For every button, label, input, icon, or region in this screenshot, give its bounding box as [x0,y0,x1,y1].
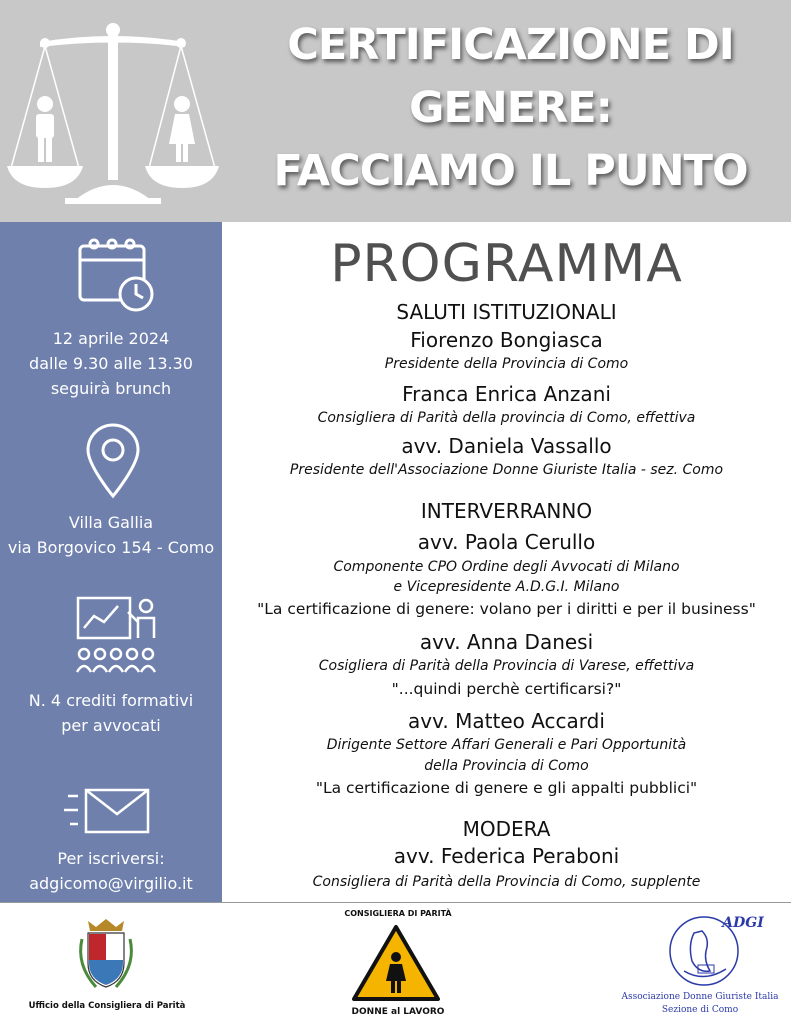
right-caption-line: Associazione Donne Giuriste Italia [621,992,779,1002]
right-caption [610,991,790,1017]
header-banner [0,0,791,222]
scale-of-justice-icon [5,20,225,210]
program-title: PROGRAMMA [330,234,683,294]
signup-email[interactable]: adgicomo@virgilio.it [29,874,193,893]
title-line: CERTIFICAZIONE DI [287,20,734,70]
center-top-caption: CONSIGLIERA DI PARITÀ [344,909,452,918]
footer-logos [0,902,791,1025]
training-credits [0,688,222,738]
talk-title: "La certificazione di genere: volano per i diritti e per il business" [257,600,756,618]
address-line: via Borgovico 154 - Como [7,538,215,557]
section-heading-saluti: SALUTI ISTITUZIONALI [396,300,617,324]
section-heading-interventi: INTERVERRANNO [420,499,593,523]
envelope-icon [62,788,154,836]
event-title [230,14,791,203]
talk-title: "...quindi perchè certificarsi?" [391,680,622,698]
speaker-role: Cosigliera di Parità della Provincia di Varese, effettiva [318,658,695,674]
speaker-name: avv. Anna Danesi [419,630,594,654]
venue-line: Villa Gallia [68,513,154,532]
center-bottom-caption: DONNE al LAVORO [351,1007,445,1017]
brunch-line: seguirà brunch [50,379,172,398]
warning-woman-sign-icon [350,923,442,1003]
event-location [0,510,222,560]
speaker-role: della Provincia di Como [424,758,589,774]
speaker-name: avv. Paola Cerullo [417,530,596,554]
speaker-name: avv. Daniela Vassallo [401,434,612,458]
credits-line: N. 4 crediti formativi [28,691,194,710]
time-line: dalle 9.30 alle 13.30 [29,354,193,373]
speaker-name: Fiorenzo Bongiasca [410,328,603,352]
right-caption-line: Sezione di Como [661,1005,739,1015]
program-panel [222,222,791,902]
date-line: 12 aprile 2024 [52,329,170,348]
talk-title: "La certificazione di genere e gli appalti pubblici" [315,779,698,797]
coat-of-arms-icon [74,915,138,993]
title-line: GENERE: [409,83,612,133]
speaker-role: Consigliera di Parità della provincia di Como, effettiva [317,410,696,426]
speaker-name: Franca Enrica Anzani [402,382,611,406]
event-datetime [0,326,222,401]
speaker-name: avv. Matteo Accardi [408,709,605,733]
signup-label: Per iscriversi: [57,849,165,868]
title-line: FACCIAMO IL PUNTO [273,146,748,196]
speaker-role: Componente CPO Ordine degli Avvocati di Milano [333,559,680,575]
location-pin-icon [84,422,142,500]
moderator-name: avv. Federica Peraboni [393,844,620,868]
credits-line: per avvocati [61,716,161,735]
section-heading-modera: MODERA [462,817,551,841]
moderator-role: Consigliera di Parità della Provincia di Como, supplente [312,874,701,890]
adgi-logo-text: ADGI [722,915,764,931]
speaker-role: e Vicepresidente A.D.G.I. Milano [393,579,620,595]
left-caption: Ufficio della Consigliera di Parità [28,1001,186,1011]
training-audience-icon [74,592,164,676]
speaker-role: Dirigente Settore Affari Generali e Pari Opportunità [326,737,687,753]
signup-info [0,846,222,896]
info-sidebar [0,222,222,902]
calendar-clock-icon [76,236,158,314]
speaker-role: Presidente della Provincia di Como [384,356,629,372]
speaker-role: Presidente dell'Associazione Donne Giuriste Italia - sez. Como [289,462,724,478]
